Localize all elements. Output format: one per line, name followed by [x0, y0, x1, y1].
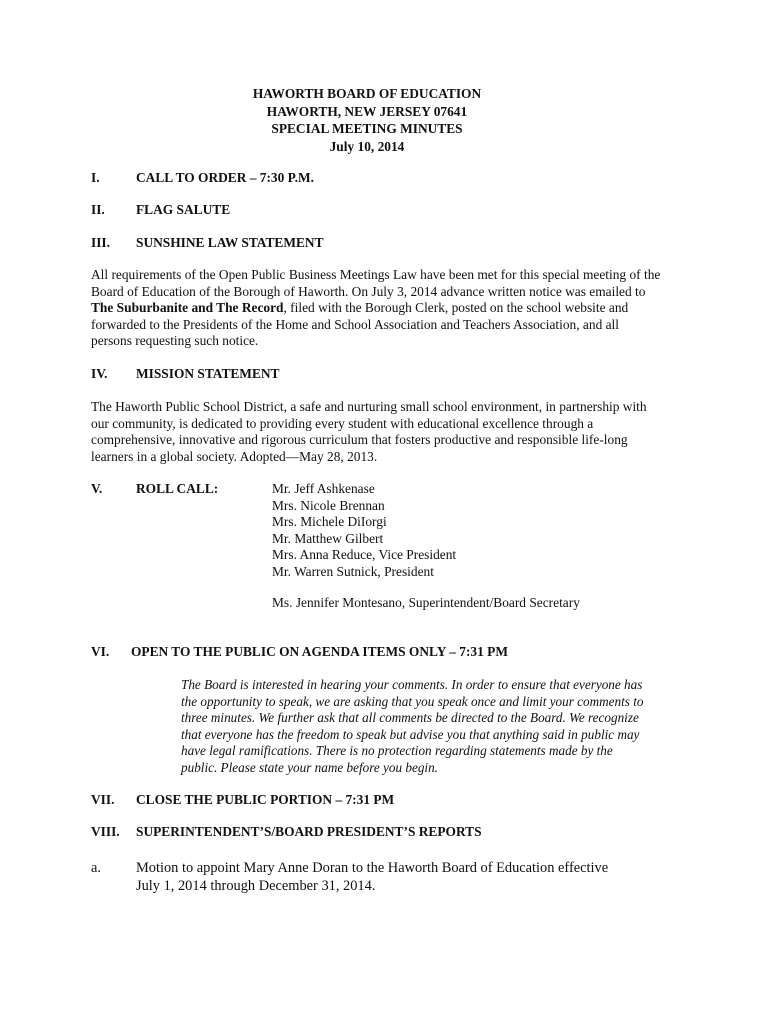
section-number-8: VIII.	[91, 824, 120, 839]
roll-call-member: Mrs. Nicole Brennan	[272, 497, 385, 513]
document-header	[0, 86, 734, 156]
sunshine-line	[91, 300, 691, 317]
section-number-1: I.	[91, 170, 100, 185]
notice-line: The Board is interested in hearing your comments. In order to ensure that everyone has	[181, 677, 643, 692]
sunshine-statement	[91, 267, 691, 350]
board-name: HAWORTH BOARD OF EDUCATION	[252, 86, 482, 101]
public-comment-notice	[181, 677, 643, 777]
section-number-3: III.	[91, 235, 110, 250]
roll-call-member: Mrs. Anna Reduce, Vice President	[272, 547, 457, 563]
section-number-4: IV.	[91, 366, 108, 381]
sunshine-line: persons requesting such notice.	[91, 333, 259, 349]
section-number-5: V.	[91, 481, 103, 496]
mission-line: comprehensive, innovative and rigorous curriculum that fosters productive and responsible life-long	[91, 432, 628, 448]
motion-line: Motion to appoint Mary Anne Doran to the Haworth Board of Education effective	[136, 860, 609, 876]
section-heading-roll-call: ROLL CALL:	[136, 481, 219, 496]
meeting-date: July 10, 2014	[329, 138, 405, 154]
roll-call-member: Mr. Jeff Ashkenase	[272, 481, 375, 496]
notice-line: public. Please state your name before you begin.	[181, 759, 438, 775]
section-heading-call-to-order: CALL TO ORDER – 7:30 P.M.	[136, 170, 314, 185]
section-heading-open-to-public: OPEN TO THE PUBLIC ON AGENDA ITEMS ONLY – 7:31 PM	[131, 644, 508, 659]
motion-line: July 1, 2014 through December 31, 2014.	[136, 878, 376, 894]
mission-line: our community, is dedicated to providing every student with educational excellence through a	[91, 415, 594, 431]
section-heading-close-public-portion: CLOSE THE PUBLIC PORTION – 7:31 PM	[136, 792, 395, 807]
mission-line: The Haworth Public School District, a safe and nurturing small school environment, in partnership with	[91, 399, 647, 414]
sunshine-line: forwarded to the Presidents of the Home and School Association and Teachers Association, and all	[91, 316, 619, 332]
roll-call-secretary: Ms. Jennifer Montesano, Superintendent/Board Secretary	[272, 595, 580, 610]
roll-call-member: Mrs. Michele DiIorgi	[272, 514, 387, 530]
newspapers-name: The Suburbanite and The Record	[91, 300, 284, 316]
notice-line: three minutes. We further ask that all comments be directed to the Board. We recognize	[181, 710, 639, 726]
section-heading-flag-salute: FLAG SALUTE	[136, 202, 231, 217]
mission-line: learners in a global society. Adopted—May 28, 2013.	[91, 448, 378, 464]
motion-label: a.	[91, 860, 101, 876]
roll-call-member: Mr. Warren Sutnick, President	[272, 563, 434, 579]
sunshine-line-rest: , filed with the Borough Clerk, posted on the school website and	[283, 300, 629, 316]
section-heading-mission-statement: MISSION STATEMENT	[136, 366, 280, 381]
section-heading-reports: SUPERINTENDENT’S/BOARD PRESIDENT’S REPORTS	[136, 824, 482, 839]
roll-call-member: Mr. Matthew Gilbert	[272, 530, 384, 546]
section-number-2: II.	[91, 202, 105, 217]
roll-call-list	[272, 481, 456, 581]
sunshine-line: All requirements of the Open Public Business Meetings Law have been met for this special meeting of the	[91, 267, 661, 282]
notice-line: have legal ramifications. There is no protection regarding statements made by the	[181, 743, 613, 759]
sunshine-line: Board of Education of the Borough of Haworth. On July 3, 2014 advance written notice was emailed to	[91, 283, 646, 299]
section-heading-sunshine-law: SUNSHINE LAW STATEMENT	[136, 235, 324, 250]
notice-line: that everyone has the freedom to speak but advise you that anything said in public may	[181, 726, 640, 742]
mission-statement	[91, 399, 691, 465]
section-number-7: VII.	[91, 792, 115, 807]
document-title: SPECIAL MEETING MINUTES	[271, 121, 463, 136]
notice-line: the opportunity to speak, we are asking that you speak once and limit your comments to	[181, 693, 644, 709]
motion-text	[136, 859, 608, 895]
board-address: HAWORTH, NEW JERSEY 07641	[266, 103, 468, 119]
section-number-6: VI.	[91, 644, 110, 659]
